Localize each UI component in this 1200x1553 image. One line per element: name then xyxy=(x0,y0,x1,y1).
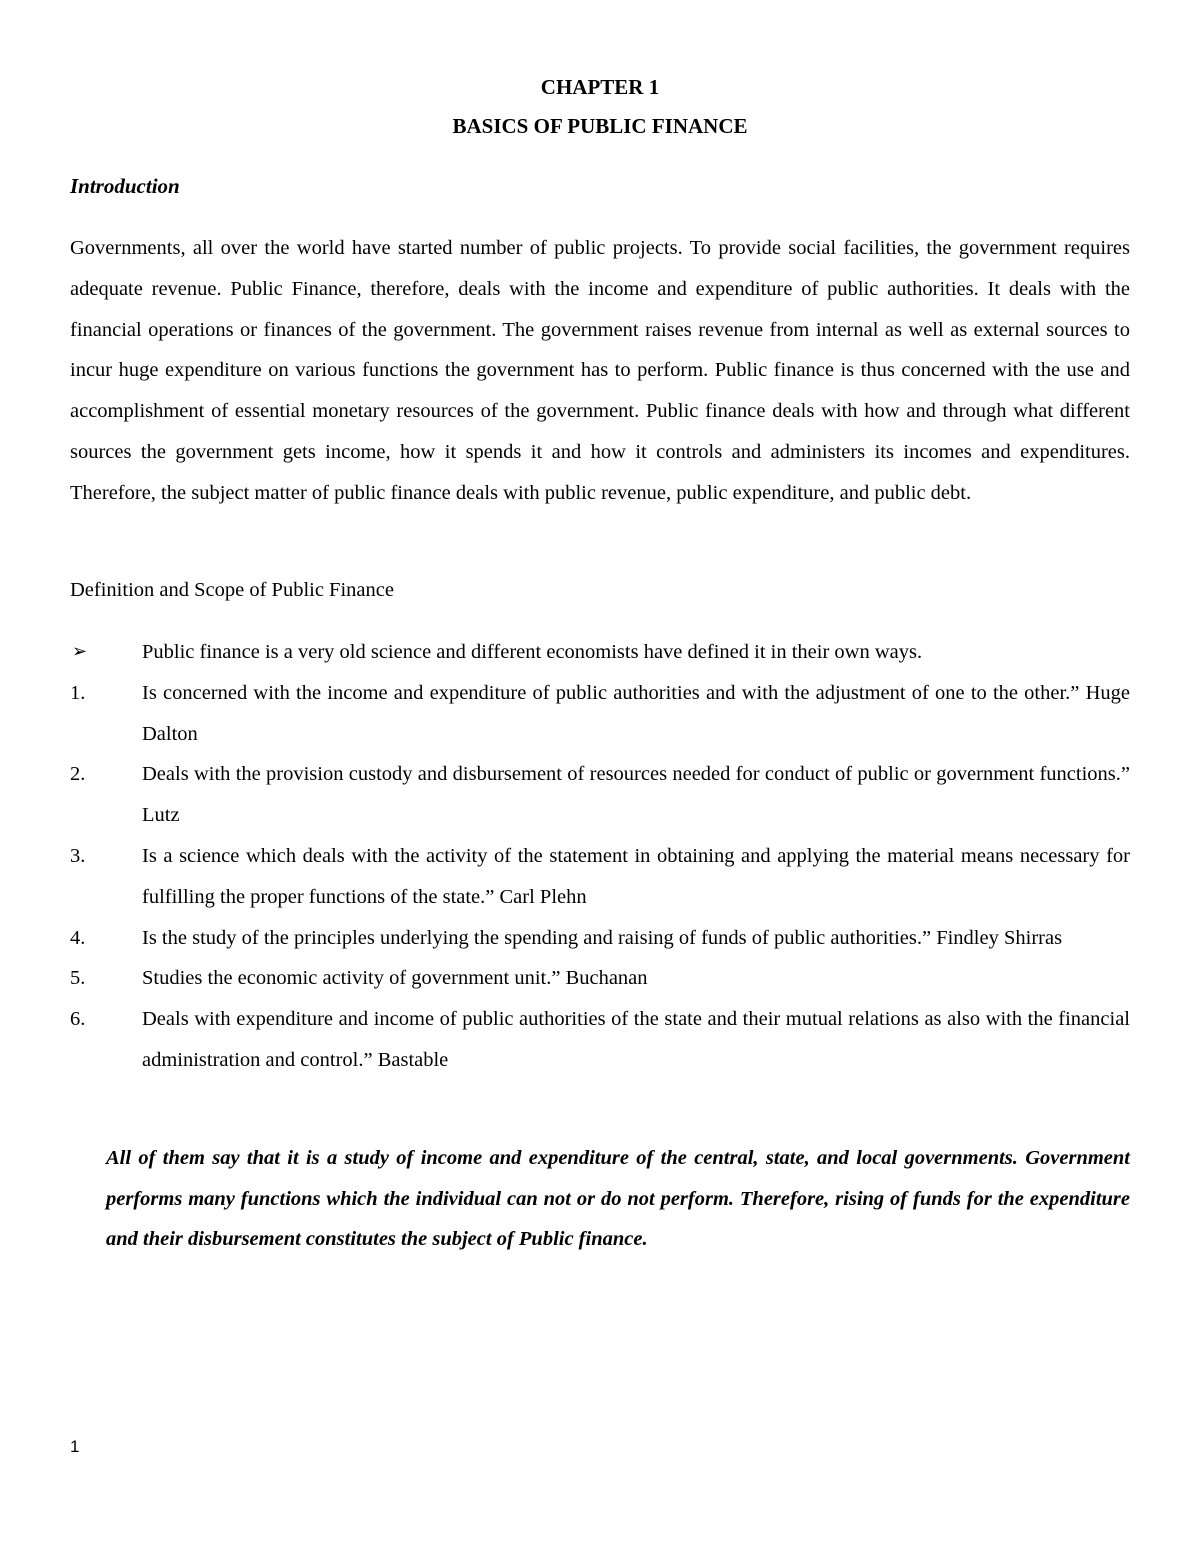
list-item xyxy=(70,836,1130,918)
chapter-label: CHAPTER 1 xyxy=(540,75,660,99)
list-item xyxy=(70,632,1130,673)
arrow-bullet-icon: ➢ xyxy=(72,641,88,662)
page-number: 1 xyxy=(70,1437,80,1456)
list-item xyxy=(70,673,1130,755)
list-item xyxy=(70,754,1130,836)
conclusion-paragraph: All of them say that it is a study of income and expenditure of the central, state, and local governments. Government performs many functions which the individual can not or do not perform. Therefore, rising of funds for the expenditure and their disbursement constitutes the subject of Public finance. xyxy=(106,1147,1130,1250)
introduction-paragraph: Governments, all over the world have started number of public projects. To provide social facilities, the government requires adequate revenue. Public Finance, therefore, deals with the income and expenditure of public authorities. It deals with the financial operations or finances of the government. The government raises revenue from internal as well as external sources to incur huge expenditure on various functions the government has to perform. Public finance is thus concerned with the use and accomplishment of essential monetary resources of the government. Public finance deals with how and through what different sources the government gets income, how it spends it and how it controls and administers its incomes and expenditures. Therefore, the subject matter of public finance deals with public revenue, public expenditure, and public debt. xyxy=(70,237,1130,504)
list-item-text: Deals with expenditure and income of public authorities of the state and their mutual relations as also with the financial administration and control.” Bastable xyxy=(142,1008,1130,1071)
list-item xyxy=(70,999,1130,1081)
list-item-text: Is a science which deals with the activity of the statement in obtaining and applying the material means necessary for fulfilling the proper functions of the state.” Carl Plehn xyxy=(142,844,1130,908)
introduction-heading: Introduction xyxy=(70,174,180,198)
list-item-number: 1. xyxy=(70,681,86,704)
list-item-number: 3. xyxy=(70,844,86,867)
chapter-title: BASICS OF PUBLIC FINANCE xyxy=(452,114,748,138)
list-item-text: Studies the economic activity of government unit.” Buchanan xyxy=(142,967,648,990)
list-item xyxy=(70,918,1130,959)
list-item xyxy=(70,958,1130,999)
list-item-number: 4. xyxy=(70,926,86,949)
list-item-number: 2. xyxy=(70,763,86,786)
list-item-text: Is concerned with the income and expenditure of public authorities and with the adjustment of one to the other.” Huge Dalton xyxy=(142,681,1130,745)
list-item-number: 5. xyxy=(70,967,86,990)
definition-list xyxy=(70,632,1130,1081)
list-item-text: Public finance is a very old science and different economists have defined it in their own ways. xyxy=(142,641,923,663)
definition-section-heading: Definition and Scope of Public Finance xyxy=(70,579,394,601)
list-item-text: Is the study of the principles underlying the spending and raising of funds of public authorities.” Findley Shirras xyxy=(142,926,1063,949)
list-item-number: 6. xyxy=(70,1008,86,1031)
list-item-text: Deals with the provision custody and disbursement of resources needed for conduct of public or government functions.” Lutz xyxy=(142,763,1130,827)
